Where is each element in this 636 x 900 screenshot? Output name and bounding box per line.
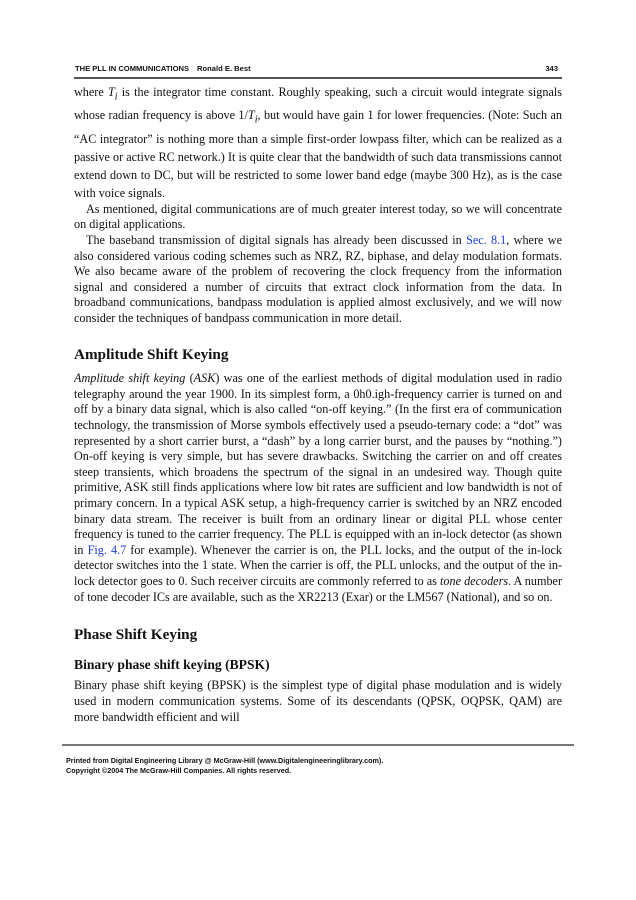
text: is the integrator time constant. Roughly speaking, such a circuit would integrate signals whose radian frequency is above 1/ xyxy=(74,85,562,123)
text: for example). Whenever the carrier is on, the PLL locks, and the output of the in-lock detector switches into the 1 state. When the carrier is off, the PLL unlocks, and the output of the in-lock detector goes to 0. Such receiver circuits are commonly referred to as xyxy=(74,542,562,588)
page-number: 343 xyxy=(545,64,558,73)
author: Ronald E. Best xyxy=(197,64,251,73)
paragraph-bpsk: Binary phase shift keying (BPSK) is the simplest type of digital phase modulation and is widely used in modern communication systems. Some of its descendants (QPSK, OQPSK, QAM) are more bandwidth efficient and will xyxy=(74,678,562,724)
running-title xyxy=(75,64,251,73)
section-link[interactable]: Sec. 8.1 xyxy=(466,233,507,248)
term: tone decoders xyxy=(440,573,509,588)
paragraph-ask xyxy=(74,371,562,605)
paragraph-integrator xyxy=(74,83,562,202)
footer-printed-from: Printed from Digital Engineering Library @ McGraw-Hill (www.Digitalengineeringlibrary.com). xyxy=(66,756,384,765)
text: where xyxy=(74,85,108,99)
math-var: T xyxy=(247,108,255,123)
paragraph-digital: As mentioned, digital communications are of much greater interest today, so we will concentrate on digital applications. xyxy=(74,201,562,232)
running-header xyxy=(75,64,558,73)
footer-rule xyxy=(62,744,574,746)
paragraph-baseband xyxy=(74,233,562,327)
math-sub: i xyxy=(114,91,118,103)
math-var: T xyxy=(107,85,115,99)
text: The baseband transmission of digital signals has already been discussed in xyxy=(86,233,467,248)
text: ( xyxy=(185,371,194,386)
figure-link[interactable]: Fig. 4.7 xyxy=(87,542,127,557)
math-sub: i xyxy=(254,114,258,126)
text: . A number of tone decoder ICs are available, such as the XR2213 (Exar) or the LM567 (National), and so on. xyxy=(74,573,563,604)
text: ) was one of the earliest methods of digital modulation used in radio telegraphy around the year 1900. In its simplest form, a 0h0.igh-frequency carrier is turned on and off by a binary data signal, which is also called “on-off keying.” (In the first era of communication technology, the transmission of Morse symbols effectively used a pseudo-ternary code: a “dot” was represented by a short carrier burst, a “dash” by a long carrier burst, and the pauses by “nothing.”) On-off keying is very simple, but has severe drawbacks. Switching the carrier on and off creates steep transients, which broadens the spectrum of the signal in an undesired way. Though quite primitive, ASK still finds applications where low bit rates are sufficient and low bandwidth is not of primary concern. In a typical ASK setup, a high-frequency carrier is switched by an NRZ encoded binary data stream. The receiver is built from an ordinary linear or digital PLL whose center frequency is tuned to the carrier frequency. The PLL is equipped with an in-lock detector (as shown in xyxy=(74,371,562,557)
heading-bpsk: Binary phase shift keying (BPSK) xyxy=(74,656,270,672)
heading-ask: Amplitude Shift Keying xyxy=(74,345,229,363)
book-title: THE PLL IN COMMUNICATIONS xyxy=(75,64,190,73)
footer xyxy=(66,756,383,775)
header-rule xyxy=(74,77,562,79)
heading-psk: Phase Shift Keying xyxy=(74,626,198,644)
page-body xyxy=(74,83,562,725)
footer-copyright: Copyright ©2004 The McGraw-Hill Companies. All rights reserved. xyxy=(66,765,292,775)
term: Amplitude shift keying xyxy=(74,371,186,386)
term: ASK xyxy=(193,371,216,386)
text: , but would have gain 1 for lower frequencies. (Note: Such an “AC integrator” is nothing more than a simple first-order lowpass filter, which can be realized as a passive or active RC network.) It is quite clear that the bandwidth of such data transmissions cannot extend down to DC, but will be restricted to some lower band edge (maybe 300 Hz), as is the case with voice signals. xyxy=(74,108,562,200)
text: , where we also considered various coding schemes such as NRZ, RZ, biphase, and delay modulation formats. We also became aware of the problem of recovering the clock frequency from the information signal and considered a number of circuits that extract clock information from the data. In broadband communications, bandpass modulation is applied almost exclusively, and we will now consider the techniques of bandpass communication in more detail. xyxy=(74,233,562,326)
